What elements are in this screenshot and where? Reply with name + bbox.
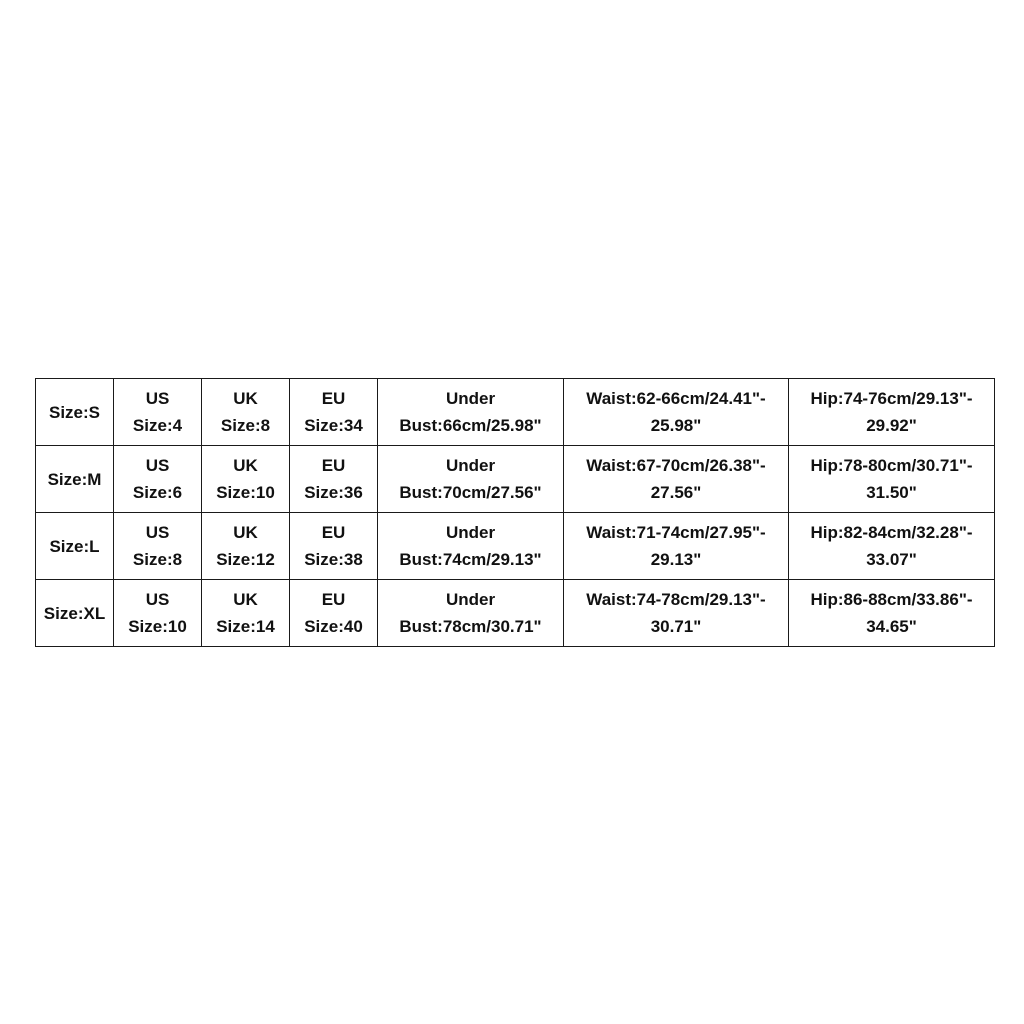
waist-value-line2: 30.71" (650, 617, 702, 636)
table-row (36, 446, 995, 513)
under-bust-label: Under (445, 590, 496, 609)
hip-value-line2: 31.50" (866, 483, 917, 502)
hip-value-line2: 33.07" (866, 550, 917, 569)
under-bust-label: Under (445, 523, 496, 542)
us-size-cell (114, 513, 202, 580)
hip-cell (789, 446, 995, 513)
hip-cell (789, 513, 995, 580)
hip-value-line1: Hip:82-84cm/32.28"- (810, 523, 973, 542)
table-row (36, 513, 995, 580)
table-row (36, 580, 995, 647)
us-size-value: Size:8 (132, 550, 183, 569)
us-label: US (145, 456, 170, 475)
size-cell (36, 446, 114, 513)
under-bust-cell (378, 513, 564, 580)
size-cell (36, 379, 114, 446)
waist-value-line2: 25.98" (650, 416, 702, 435)
eu-size-value: Size:38 (304, 550, 363, 569)
size-label: Size:XL (43, 603, 106, 623)
us-label: US (145, 523, 170, 542)
hip-value-line1: Hip:78-80cm/30.71"- (810, 456, 973, 475)
uk-size-value: Size:8 (220, 416, 271, 435)
table-row (36, 379, 995, 446)
under-bust-label: Under (445, 456, 496, 475)
waist-cell (564, 513, 789, 580)
us-label: US (145, 389, 170, 408)
us-size-value: Size:4 (132, 416, 183, 435)
eu-size-value: Size:34 (304, 416, 363, 435)
hip-value-line2: 34.65" (866, 617, 917, 636)
under-bust-value: Bust:74cm/29.13" (399, 550, 542, 569)
under-bust-value: Bust:66cm/25.98" (399, 416, 542, 435)
size-cell (36, 580, 114, 647)
size-label: Size:L (49, 536, 100, 556)
eu-size-value: Size:36 (304, 483, 363, 502)
hip-cell (789, 379, 995, 446)
us-label: US (145, 590, 170, 609)
hip-cell (789, 580, 995, 647)
size-label: Size:S (48, 402, 101, 422)
us-size-cell (114, 446, 202, 513)
uk-label: UK (233, 456, 258, 475)
eu-label: EU (321, 456, 346, 475)
hip-value-line1: Hip:86-88cm/33.86"- (810, 590, 973, 609)
uk-label: UK (233, 590, 258, 609)
eu-size-cell (290, 580, 378, 647)
uk-size-cell (202, 446, 290, 513)
eu-size-value: Size:40 (304, 617, 363, 636)
eu-size-cell (290, 513, 378, 580)
hip-value-line1: Hip:74-76cm/29.13"- (810, 389, 973, 408)
under-bust-value: Bust:78cm/30.71" (399, 617, 542, 636)
size-label: Size:M (47, 469, 102, 489)
us-size-value: Size:6 (132, 483, 183, 502)
waist-cell (564, 379, 789, 446)
under-bust-cell (378, 446, 564, 513)
size-chart-table (35, 378, 995, 647)
uk-size-cell (202, 580, 290, 647)
us-size-cell (114, 379, 202, 446)
uk-size-value: Size:12 (216, 550, 275, 569)
hip-value-line2: 29.92" (866, 416, 917, 435)
uk-size-cell (202, 379, 290, 446)
eu-size-cell (290, 379, 378, 446)
eu-size-cell (290, 446, 378, 513)
waist-value-line1: Waist:74-78cm/29.13"- (586, 590, 766, 609)
size-cell (36, 513, 114, 580)
waist-value-line2: 29.13" (650, 550, 702, 569)
waist-cell (564, 446, 789, 513)
waist-value-line1: Waist:62-66cm/24.41"- (586, 389, 766, 408)
under-bust-cell (378, 580, 564, 647)
uk-label: UK (233, 523, 258, 542)
under-bust-cell (378, 379, 564, 446)
waist-cell (564, 580, 789, 647)
uk-size-value: Size:14 (216, 617, 275, 636)
under-bust-label: Under (445, 389, 496, 408)
uk-size-cell (202, 513, 290, 580)
uk-label: UK (233, 389, 258, 408)
under-bust-value: Bust:70cm/27.56" (399, 483, 542, 502)
eu-label: EU (321, 523, 346, 542)
waist-value-line2: 27.56" (650, 483, 702, 502)
us-size-value: Size:10 (128, 617, 187, 636)
uk-size-value: Size:10 (216, 483, 275, 502)
waist-value-line1: Waist:71-74cm/27.95"- (586, 523, 766, 542)
waist-value-line1: Waist:67-70cm/26.38"- (586, 456, 766, 475)
us-size-cell (114, 580, 202, 647)
eu-label: EU (321, 389, 346, 408)
eu-label: EU (321, 590, 346, 609)
